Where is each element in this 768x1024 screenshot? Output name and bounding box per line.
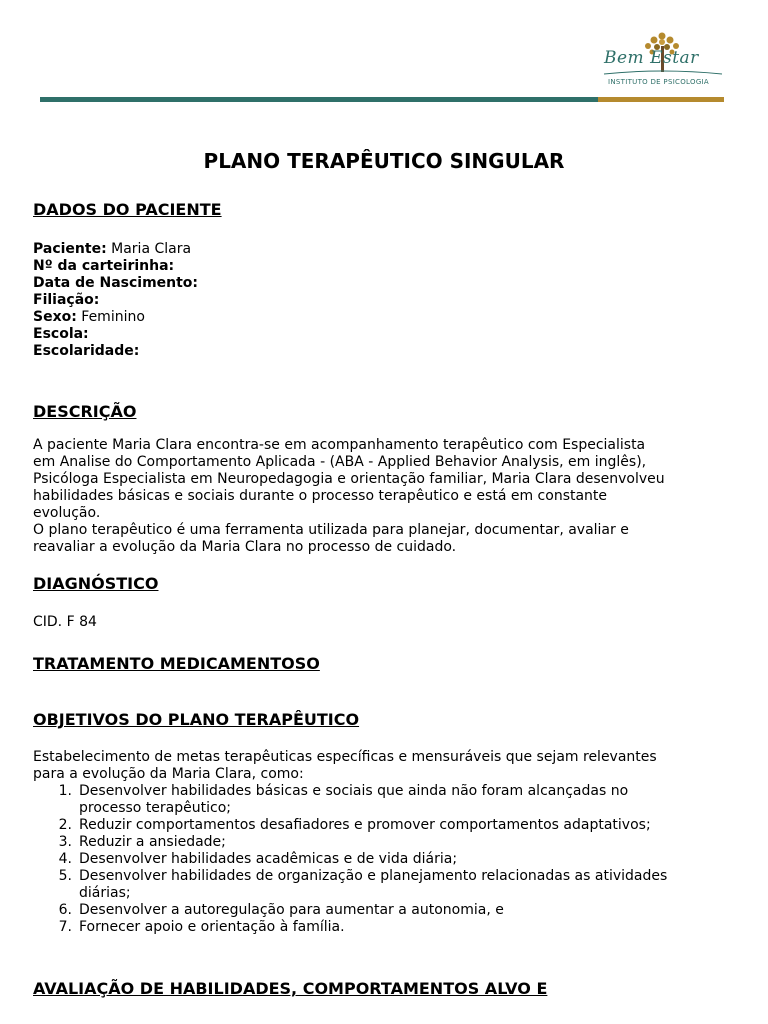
list-item-text: processo terapêutico; [79, 800, 231, 816]
patient-field [33, 309, 145, 326]
list-item [33, 902, 667, 919]
logo-subtitle: INSTITUTO DE PSICOLOGIA [608, 78, 709, 86]
list-item [33, 783, 667, 817]
list-item-text: Desenvolver habilidades acadêmicas e de vida diária; [79, 851, 458, 867]
text-line: Estabelecimento de metas terapêuticas específicas e mensuráveis que sejam relevantes [33, 749, 657, 765]
header-divider-gold [598, 97, 724, 102]
diagnosis-code: CID. F 84 [33, 614, 97, 630]
patient-field-label: Data de Nascimento: [33, 275, 199, 291]
patient-field [33, 326, 89, 343]
patient-field-value: Feminino [76, 309, 145, 325]
text-line: para a evolução da Maria Clara, como: [33, 766, 304, 782]
patient-field-value: Maria Clara [106, 241, 192, 257]
medication-heading: TRATAMENTO MEDICAMENTOSO [33, 654, 320, 673]
list-item-number: 6. [58, 902, 72, 918]
list-item-text: Desenvolver a autoregulação para aumentar a autonomia, e [79, 902, 504, 918]
patient-field [33, 292, 99, 309]
institute-logo [602, 30, 726, 94]
objectives-intro [33, 749, 743, 783]
objectives-heading: OBJETIVOS DO PLANO TERAPÊUTICO [33, 710, 360, 729]
list-item-text: Reduzir comportamentos desafiadores e promover comportamentos adaptativos; [79, 817, 651, 833]
logo-wordmark: Bem Estar [604, 48, 699, 68]
text-line: habilidades básicas e sociais durante o processo terapêutico e está em constante [33, 488, 608, 504]
list-item-number: 1. [58, 783, 72, 799]
list-item-number: 2. [58, 817, 72, 833]
list-item-number: 7. [58, 919, 72, 935]
list-item-text: Desenvolver habilidades de organização e planejamento relacionadas as atividades [79, 868, 668, 884]
patient-field [33, 241, 191, 258]
patient-field-label: Sexo: [33, 309, 77, 325]
list-item-number: 3. [58, 834, 72, 850]
text-line: evolução. [33, 505, 101, 521]
list-item [33, 817, 667, 834]
patient-field-label: Filiação: [33, 292, 100, 308]
objectives-list [33, 783, 667, 936]
list-item-text: Reduzir a ansiedade; [79, 834, 226, 850]
patient-field [33, 343, 139, 360]
text-line: reavaliar a evolução da Maria Clara no processo de cuidado. [33, 539, 457, 555]
assessment-heading: AVALIAÇÃO DE HABILIDADES, COMPORTAMENTOS ALVO E [33, 979, 548, 998]
list-item [33, 834, 667, 851]
list-item [33, 919, 667, 936]
list-item-text: diárias; [79, 885, 131, 901]
patient-field-label: Paciente: [33, 241, 107, 257]
header-divider-teal [40, 97, 598, 102]
patient-field-label: Nº da carteirinha: [33, 258, 175, 274]
patient-heading: DADOS DO PACIENTE [33, 200, 222, 219]
text-line: Psicóloga Especialista em Neuropedagogia e orientação familiar, Maria Clara desenvolveu [33, 471, 665, 487]
patient-field-label: Escola: [33, 326, 89, 342]
text-line: em Analise do Comportamento Aplicada - (ABA - Applied Behavior Analysis, em inglês), [33, 454, 647, 470]
list-item-text: Fornecer apoio e orientação à família. [79, 919, 345, 935]
diagnosis-heading: DIAGNÓSTICO [33, 574, 159, 593]
list-item-text: Desenvolver habilidades básicas e sociais que ainda não foram alcançadas no [79, 783, 629, 799]
description-text [33, 437, 743, 556]
list-item-number: 4. [58, 851, 72, 867]
patient-field [33, 275, 198, 292]
list-item [33, 851, 667, 868]
patient-field [33, 258, 174, 275]
text-line: A paciente Maria Clara encontra-se em acompanhamento terapêutico com Especialista [33, 437, 646, 453]
patient-field-label: Escolaridade: [33, 343, 140, 359]
text-line: O plano terapêutico é uma ferramenta utilizada para planejar, documentar, avaliar e [33, 522, 629, 538]
list-item [33, 868, 667, 902]
list-item-number: 5. [58, 868, 72, 884]
document-title: PLANO TERAPÊUTICO SINGULAR [203, 149, 565, 173]
description-heading: DESCRIÇÃO [33, 402, 137, 421]
